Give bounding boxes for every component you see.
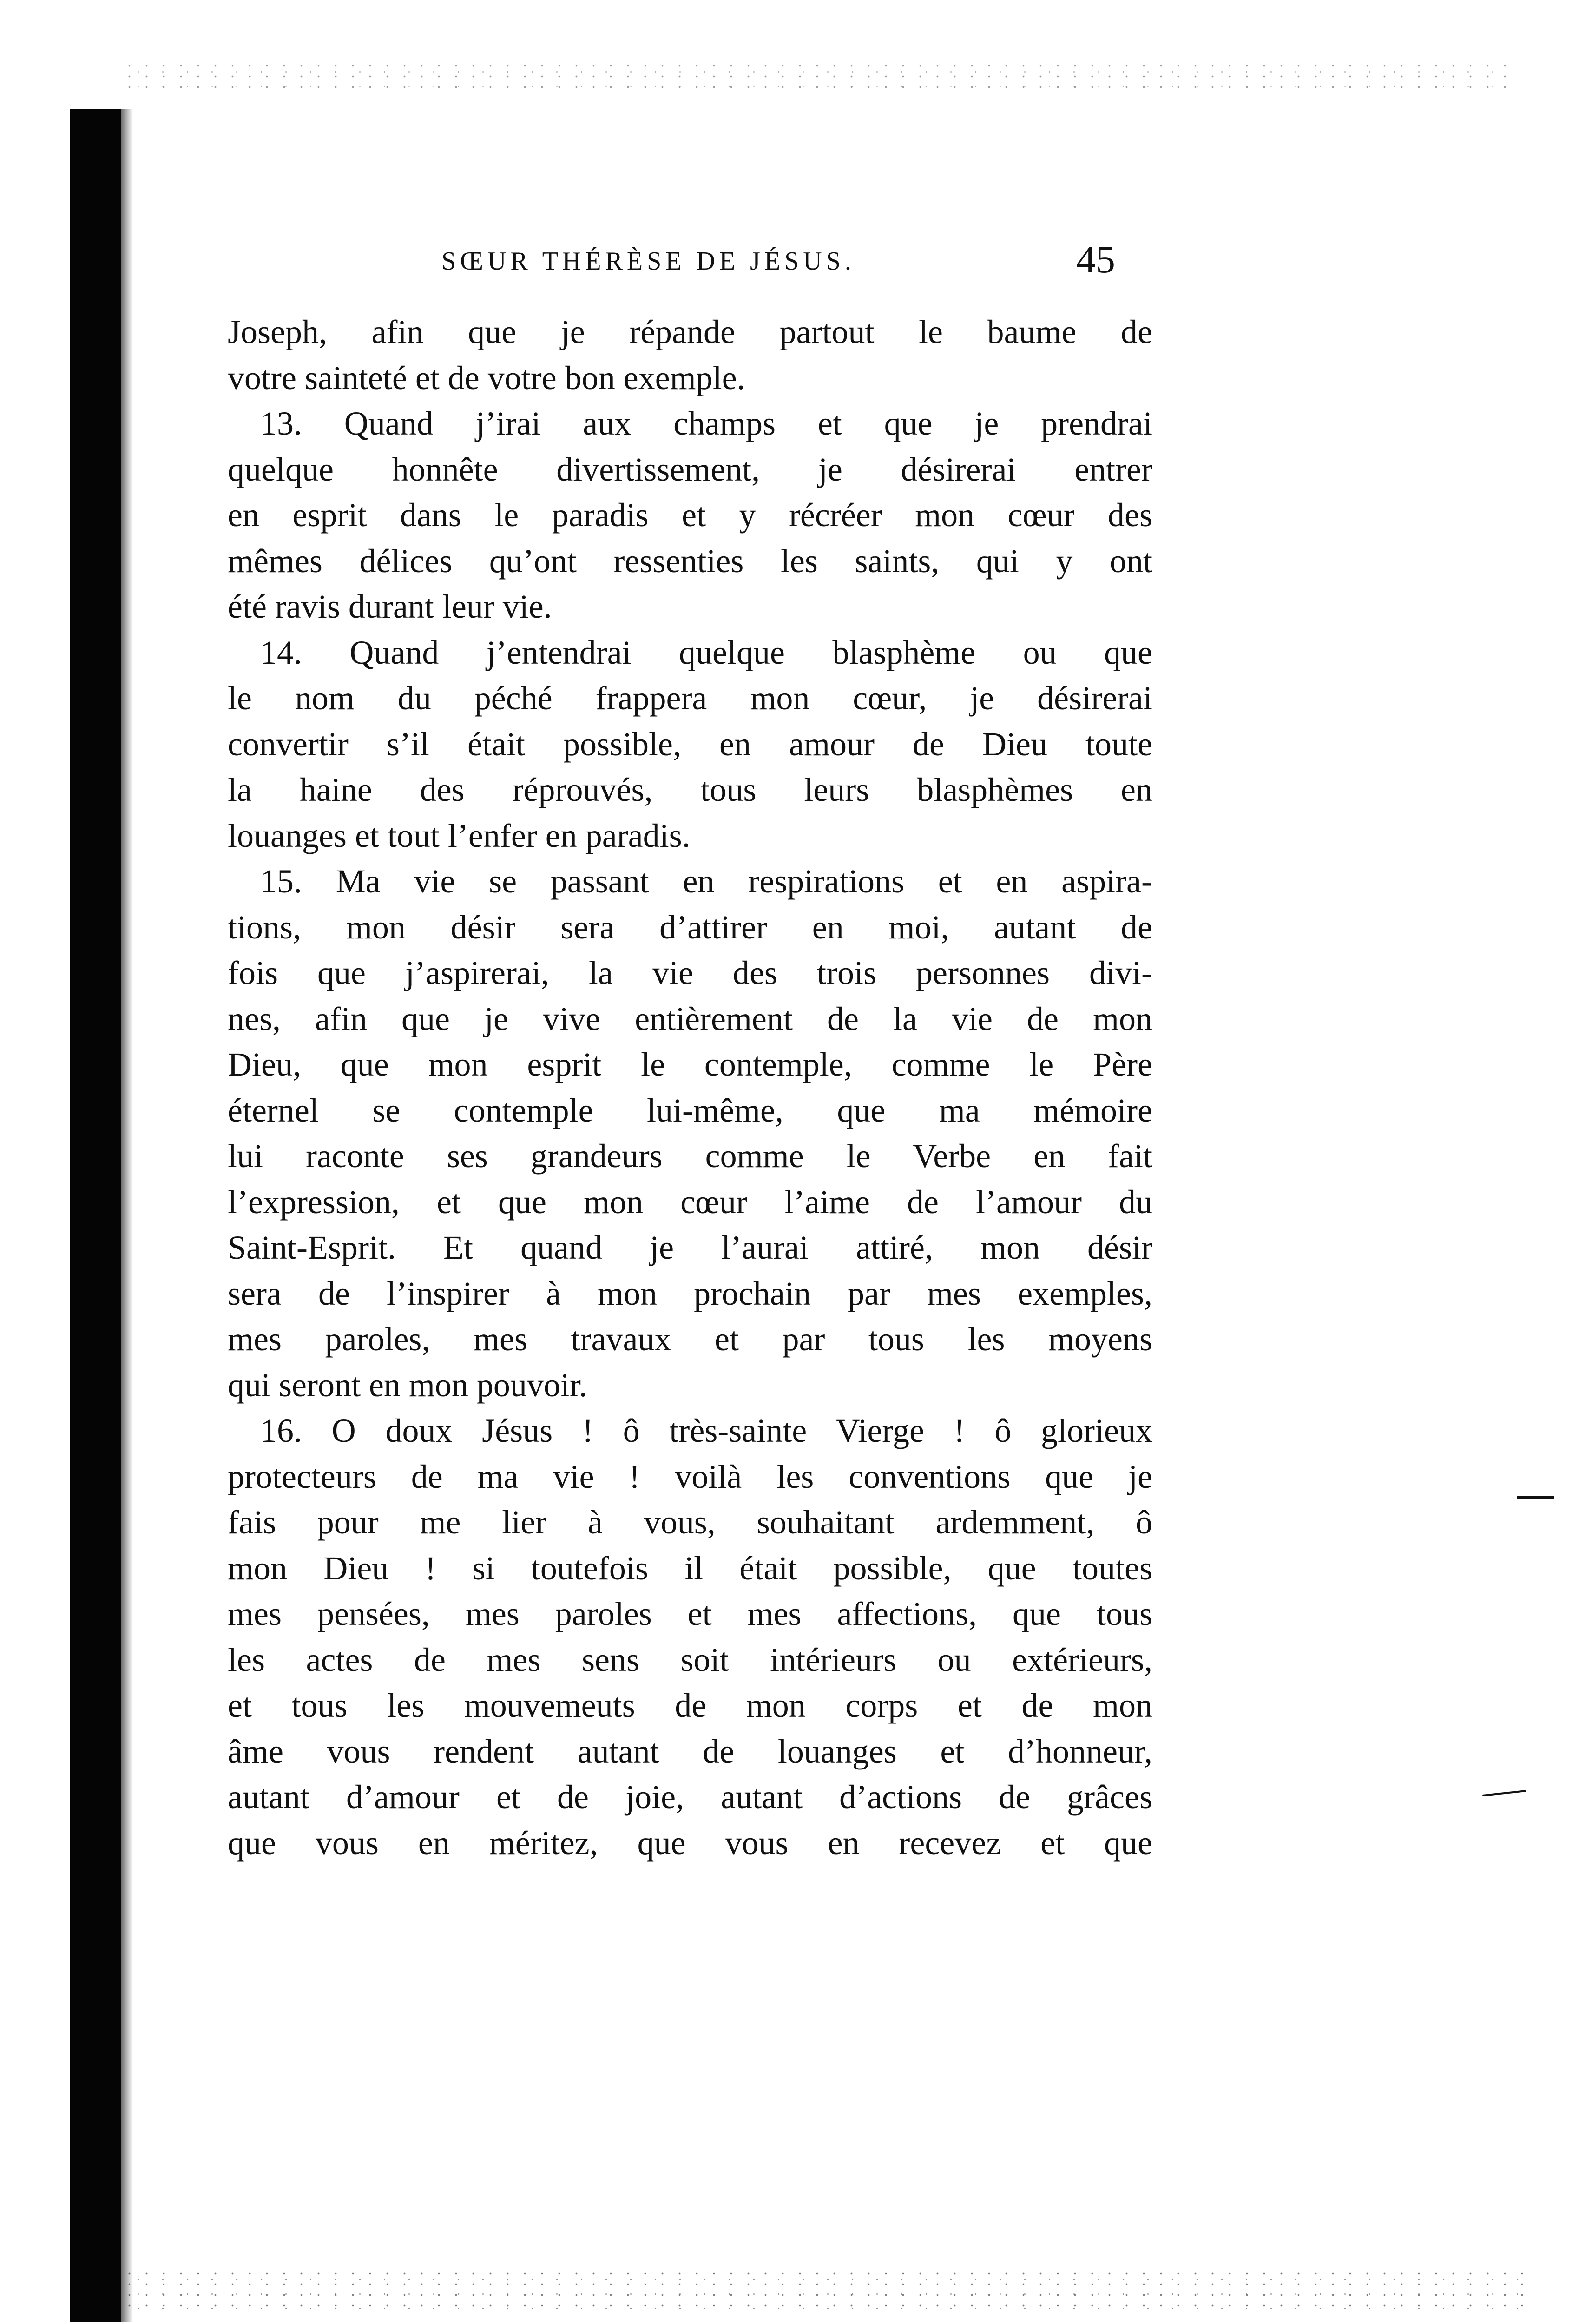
text-line: Dieu, que mon esprit le contemple, comme le Père: [228, 1046, 1152, 1083]
text-line: et tous les mouvemeuts de mon corps et de mon: [228, 1687, 1152, 1724]
text-line: qui seront en mon pouvoir.: [228, 1366, 587, 1404]
text-line: que vous en méritez, que vous en recevez et que: [228, 1824, 1152, 1862]
text-line: le nom du péché frappera mon cœur, je désirerai: [228, 680, 1152, 717]
text-line: 13. Quand j’irai aux champs et que je prendrai: [260, 405, 1152, 442]
text-line: mes paroles, mes travaux et par tous les moyens: [228, 1320, 1152, 1358]
scan-noise-top: [121, 60, 1515, 88]
text-line: tions, mon désir sera d’attirer en moi, autant de: [228, 908, 1152, 946]
running-title: SŒUR THÉRÈSE DE JÉSUS.: [441, 247, 855, 276]
text-line: votre sainteté et de votre bon exemple.: [228, 359, 745, 396]
text-line: Saint-Esprit. Et quand je l’aurai attiré, mon désir: [228, 1229, 1152, 1266]
text-line: louanges et tout l’enfer en paradis.: [228, 817, 691, 854]
text-line: l’expression, et que mon cœur l’aime de l’amour du: [228, 1183, 1152, 1221]
text-line: convertir s’il était possible, en amour de Dieu toute: [228, 725, 1152, 763]
text-line: 16. O doux Jésus ! ô très-sainte Vierge ! ô glorieux: [260, 1412, 1152, 1449]
text-line: les actes de mes sens soit intérieurs ou extérieurs,: [228, 1641, 1152, 1678]
text-line: nes, afin que je vive entièrement de la vie de mon: [228, 1000, 1152, 1037]
text-line: protecteurs de ma vie ! voilà les conventions que je: [228, 1458, 1152, 1495]
text-line: mes pensées, mes paroles et mes affections, que tous: [228, 1595, 1152, 1632]
text-line: 15. Ma vie se passant en respirations et en aspira-: [260, 863, 1152, 900]
text-line: autant d’amour et de joie, autant d’actions de grâces: [228, 1778, 1152, 1816]
body-text: [228, 309, 1152, 1866]
margin-mark: [1482, 1790, 1526, 1796]
scan-noise-bottom: [121, 2268, 1538, 2310]
binding-shadow: [121, 109, 133, 2322]
book-binding-edge: [70, 109, 121, 2322]
page-header: [228, 237, 1152, 279]
text-line: âme vous rendent autant de louanges et d’honneur,: [228, 1732, 1152, 1770]
text-line: fais pour me lier à vous, souhaitant ardemment, ô: [228, 1504, 1152, 1541]
text-line: été ravis durant leur vie.: [228, 588, 552, 625]
text-line: la haine des réprouvés, tous leurs blasphèmes en: [228, 771, 1152, 808]
text-line: mêmes délices qu’ont ressenties les saints, qui y ont: [228, 542, 1152, 580]
text-line: Joseph, afin que je répande partout le baume de: [228, 313, 1152, 350]
margin-mark: [1517, 1496, 1554, 1499]
text-line: éternel se contemple lui-même, que ma mémoire: [228, 1091, 1152, 1129]
page-number: 45: [1076, 238, 1115, 281]
text-line: fois que j’aspirerai, la vie des trois personnes divi-: [228, 954, 1152, 991]
text-line: quelque honnête divertissement, je désirerai entrer: [228, 450, 1152, 488]
text-line: 14. Quand j’entendrai quelque blasphème ou que: [260, 634, 1152, 671]
text-line: en esprit dans le paradis et y récréer mon cœur des: [228, 496, 1152, 534]
text-line: sera de l’inspirer à mon prochain par mes exemples,: [228, 1274, 1152, 1312]
text-line: mon Dieu ! si toutefois il était possible, que toutes: [228, 1549, 1152, 1587]
text-line: lui raconte ses grandeurs comme le Verbe en fait: [228, 1137, 1152, 1175]
